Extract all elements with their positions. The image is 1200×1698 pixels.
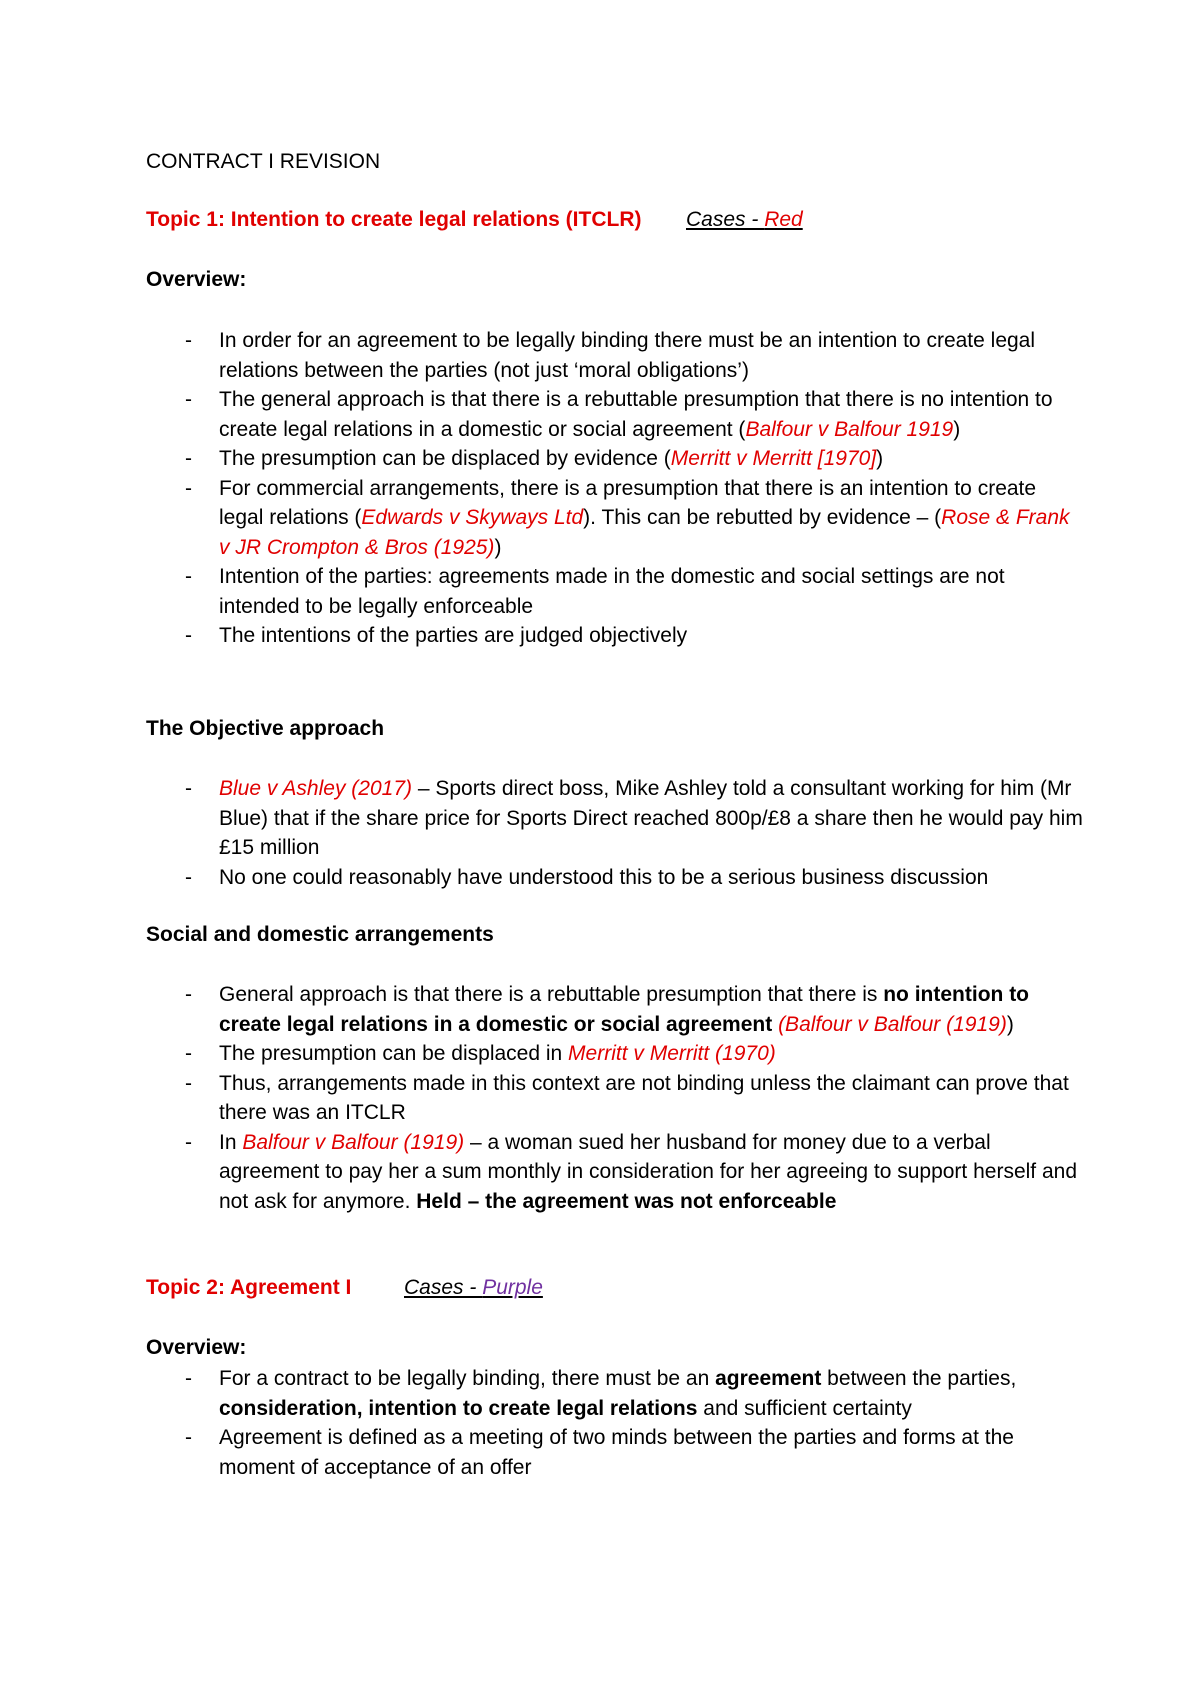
list-item: - No one could reasonably have understood this to be a serious business discussion (185, 863, 1085, 893)
document-title: CONTRACT I REVISION (146, 150, 381, 173)
list-item: - Intention of the parties: agreements made in the domestic and social settings are not intended to be legally enforceable (185, 562, 1085, 621)
list-item: - Thus, arrangements made in this context are not binding unless the claimant can prove that there was an ITCLR (185, 1069, 1085, 1128)
topic-2-cases-key (404, 1276, 543, 1300)
list-item: - For a contract to be legally binding, there must be an agreement between the parties, consideration, intention to create legal relations and sufficient certainty (185, 1364, 1085, 1423)
topic-1-overview-heading: Overview: (146, 268, 247, 291)
cases-label: Cases - (686, 208, 765, 231)
topic-2-overview-list (185, 1364, 1085, 1482)
list-item: - In Balfour v Balfour (1919) – a woman sued her husband for money due to a verbal agreement to pay her a sum monthly in consideration for her agreeing to support herself and not ask for anymore. Held – the agreement was not enforceable (185, 1128, 1085, 1217)
list-item: - Agreement is defined as a meeting of two minds between the parties and forms at the moment of acceptance of an offer (185, 1423, 1085, 1482)
cases-label: Cases - (404, 1276, 483, 1299)
topic-1-cases-key (686, 208, 803, 232)
list-item: - The presumption can be displaced by evidence (Merritt v Merritt [1970]) (185, 444, 1085, 474)
objective-approach-list (185, 774, 1085, 892)
cases-color-word: Purple (482, 1276, 543, 1299)
list-item: - For commercial arrangements, there is a presumption that there is an intention to create legal relations (Edwards v Skyways Ltd). This can be rebutted by evidence – (Rose & Frank v JR Crompton & Bros (1925)) (185, 474, 1085, 563)
list-item: - The general approach is that there is a rebuttable presumption that there is no intention to create legal relations in a domestic or social agreement (Balfour v Balfour 1919) (185, 385, 1085, 444)
topic-1-overview-list (185, 326, 1085, 651)
list-item: - In order for an agreement to be legally binding there must be an intention to create legal relations between the parties (not just ‘moral obligations’) (185, 326, 1085, 385)
case-citation: Merritt v Merritt [1970] (670, 447, 877, 470)
list-item: - The presumption can be displaced in Merritt v Merritt (1970) (185, 1039, 1085, 1069)
list-item: - Blue v Ashley (2017) – Sports direct boss, Mike Ashley told a consultant working for him (Mr Blue) that if the share price for Sports Direct reached 800p/£8 a share then he would pay him £15 million (185, 774, 1085, 863)
objective-approach-heading: The Objective approach (146, 717, 385, 740)
case-citation: Balfour v Balfour (1919) (242, 1130, 465, 1154)
case-citation: Balfour v Balfour 1919 (745, 417, 954, 441)
cases-color-word: Red (764, 208, 803, 231)
social-domestic-list (185, 980, 1085, 1216)
topic-1-heading: Topic 1: Intention to create legal relations (ITCLR) (146, 208, 642, 231)
list-item: - General approach is that there is a rebuttable presumption that there is no intention to create legal relations in a domestic or social agreement (Balfour v Balfour (1919)) (185, 980, 1085, 1039)
case-citation: Merritt v Merritt (1970) (568, 1042, 776, 1065)
case-citation: Rose & Frank v JR Crompton & Bros (1925) (219, 506, 1070, 559)
list-item: - The intentions of the parties are judged objectively (185, 621, 1085, 651)
social-domestic-heading: Social and domestic arrangements (146, 923, 494, 946)
topic-2-overview-heading: Overview: (146, 1336, 247, 1359)
case-citation: (Balfour v Balfour (1919) (778, 1012, 1007, 1036)
topic-2-heading: Topic 2: Agreement I (146, 1276, 352, 1299)
case-citation: Edwards v Skyways Ltd (361, 506, 584, 529)
case-citation: Blue v Ashley (2017) (219, 777, 412, 800)
